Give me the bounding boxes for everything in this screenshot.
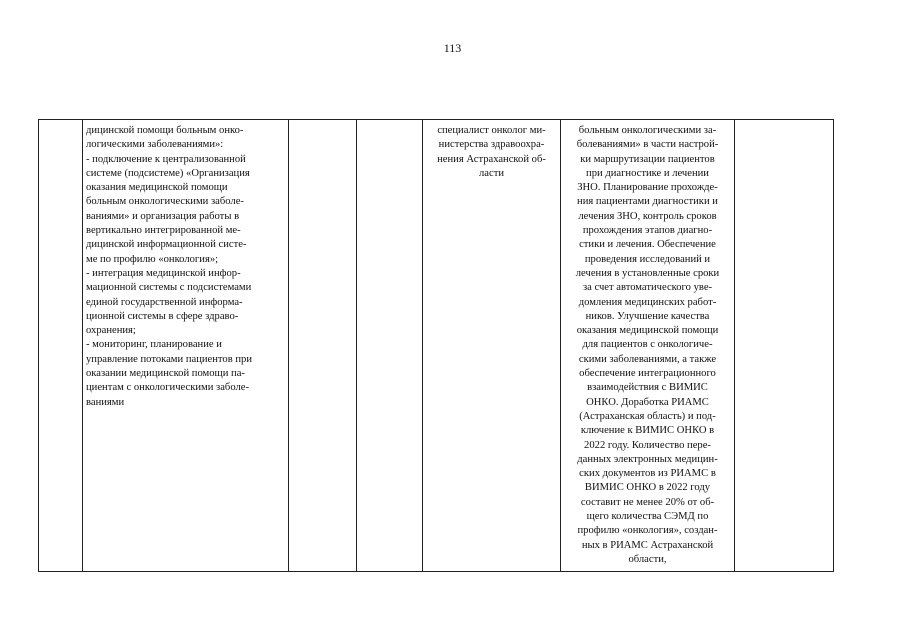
text-line: ключение к ВИМИС ОНКО в <box>580 425 715 437</box>
text-line: вертикально интегрированной ме- <box>86 225 241 237</box>
text-line: для пациентов с онкологиче- <box>582 339 713 351</box>
text-line: нистерства здравоохра- <box>438 139 545 151</box>
text-line: оказания медицинской помощи <box>576 325 719 337</box>
text-line: управление потоками пациентов при <box>86 353 252 365</box>
page-number: 113 <box>443 41 462 55</box>
text-line: - интеграция медицинской инфор- <box>86 267 241 279</box>
text-line: охранения; <box>86 325 136 337</box>
text-line: 2022 году. Количество пере- <box>584 439 711 451</box>
text-line: домления медицинских работ- <box>578 296 717 308</box>
text-line: дицинской информационной систе- <box>86 239 247 251</box>
text-line: больным онкологическими за- <box>578 125 717 136</box>
text-line: - мониторинг, планирование и <box>86 339 222 351</box>
note-cell <box>735 120 834 572</box>
text-line: ваниями» и организация работы в <box>86 210 240 222</box>
text-line: оказания медицинской помощи <box>86 182 228 194</box>
text-line: обеспечение интеграционного <box>579 368 716 380</box>
text-line: системе (подсистеме) «Организация <box>86 167 250 179</box>
text-line: дицинской помощи больным онко- <box>86 125 244 136</box>
text-line: ме по профилю «онкология»; <box>86 253 219 265</box>
text-line: логическими заболеваниями»: <box>86 139 224 151</box>
text-line: ских документов из РИАМС в <box>579 468 716 480</box>
text-line: составит не менее 20% от об- <box>580 496 715 508</box>
text-line: специалист онколог ми- <box>437 125 546 136</box>
result-cell <box>561 120 735 572</box>
text-line: нения Астраханской об- <box>437 153 546 165</box>
table-row <box>39 120 834 572</box>
text-line: данных электронных медицин- <box>577 453 718 465</box>
text-line: болеваниями» в части настрой- <box>576 139 719 151</box>
text-line: оказании медицинской помощи па- <box>86 368 245 380</box>
text-line: ваниями <box>86 396 125 408</box>
text-line: ласти <box>479 167 504 179</box>
text-line: при диагностике и лечении <box>586 167 709 179</box>
text-line: ников. Улучшение качества <box>585 310 710 322</box>
text-line: лечения в установленные сроки <box>575 267 720 279</box>
text-line: ВИМИС ОНКО в 2022 году <box>584 482 711 494</box>
text-line: взаимодействия с ВИМИС <box>587 382 708 394</box>
text-line: - подключение к централизованной <box>86 153 246 165</box>
text-line: стики и лечения. Обеспечение <box>579 239 716 251</box>
text-line: за счет автоматического уве- <box>582 282 713 294</box>
text-line: области, <box>628 553 667 565</box>
number-cell <box>39 120 83 572</box>
text-line: ционной системы в сфере здраво- <box>86 310 239 322</box>
text-line: лечения ЗНО, контроль сроков <box>578 210 717 222</box>
responsible-cell <box>423 120 561 572</box>
text-line: щего количества СЭМД по <box>586 511 709 523</box>
text-line: ЗНО. Планирование прохожде- <box>577 182 718 194</box>
text-line: циентам с онкологическими заболе- <box>86 382 249 394</box>
text-line: прохождения этапов диагно- <box>582 225 713 237</box>
start-date-cell <box>289 120 357 572</box>
task-cell <box>83 120 289 572</box>
text-line: ных в РИАМС Астраханской <box>581 539 714 551</box>
text-line: ния пациентами диагностики и <box>577 196 718 208</box>
end-date-cell <box>357 120 423 572</box>
text-line: единой государственной информа- <box>86 296 243 308</box>
text-line: больным онкологическими заболе- <box>86 196 244 208</box>
measures-table <box>38 119 834 572</box>
text-line: профилю «онкология», создан- <box>577 525 718 537</box>
text-line: мационной системы с подсистемами <box>86 282 252 294</box>
text-line: скими заболеваниями, а также <box>578 353 717 365</box>
text-line: ОНКО. Доработка РИАМС <box>586 396 709 408</box>
text-line: ки маршрутизации пациентов <box>580 153 715 165</box>
text-line: проведения исследований и <box>584 253 711 265</box>
text-line: (Астраханская область) и под- <box>579 410 716 422</box>
